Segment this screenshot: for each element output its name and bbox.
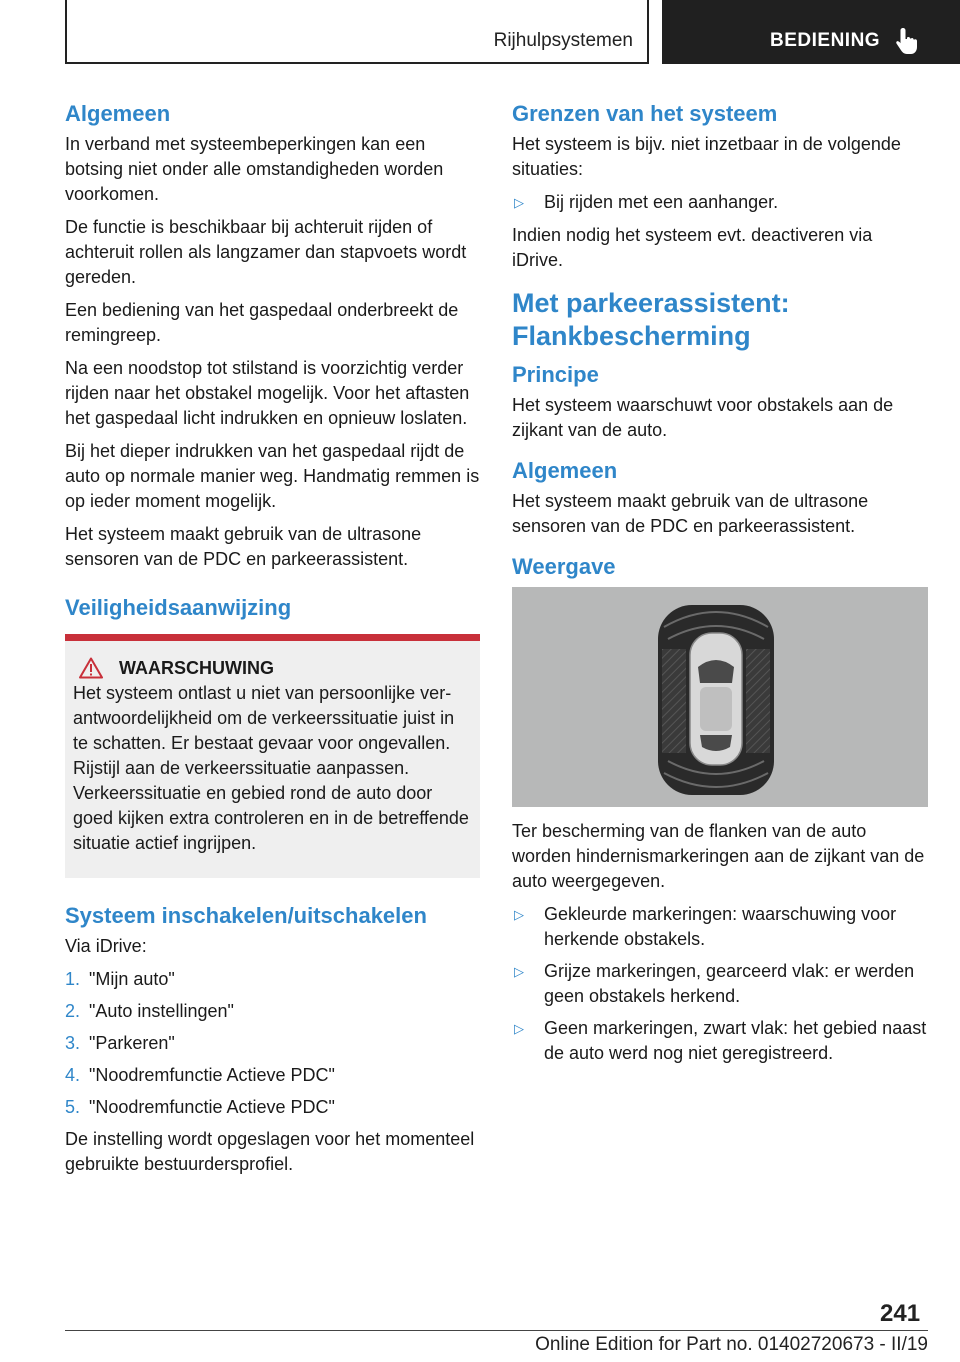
heading-veiligheidsaanwijzing: Veiligheidsaanwijzing	[65, 595, 292, 620]
list-item	[512, 959, 928, 1009]
warning-title-row	[73, 657, 472, 679]
list-item	[65, 999, 480, 1024]
paragraph: Het systeem is bijv. niet inzetbaar in de volgende situaties:	[512, 134, 901, 179]
step-number: 5.	[65, 1097, 81, 1117]
step-text: "Mijn auto"	[89, 969, 175, 989]
step-number: 3.	[65, 1033, 81, 1053]
list-item	[65, 1095, 480, 1120]
bullet-triangle-icon: ▷	[514, 195, 524, 210]
heading-algemeen: Algemeen	[65, 101, 171, 126]
page-number: 241	[880, 1300, 921, 1327]
list-item	[65, 1031, 480, 1056]
header-chapter-tab[interactable]	[662, 0, 960, 64]
list-item	[512, 190, 928, 215]
bullet-list	[512, 902, 928, 1066]
bullet-text: Bij rijden met een aanhanger.	[544, 192, 779, 212]
bullet-triangle-icon: ▷	[514, 964, 524, 979]
heading-flankbescherming: Met parkeerassistent: Flankbescherming	[512, 288, 790, 351]
list-item	[512, 902, 928, 952]
warning-box	[65, 641, 480, 878]
heading-systeem-inschakelen: Systeem inschakelen/uitschakelen	[65, 903, 427, 928]
step-text: "Parkeren"	[89, 1033, 175, 1053]
heading-grenzen: Grenzen van het systeem	[512, 101, 778, 126]
footer-divider	[65, 1330, 928, 1331]
header-section-box	[65, 0, 649, 64]
list-item	[65, 967, 480, 992]
paragraph: Een bediening van het gaspedaal onderbreekt de remingreep.	[65, 300, 459, 345]
paragraph: Na een noodstop tot stilstand is voorzichtig verder rijden naar het obstakel mogelijk. Voor het aftasten het gaspedaal licht indrukken en opnieuw loslaten.	[65, 358, 470, 428]
list-item	[65, 1063, 480, 1088]
paragraph: Indien nodig het systeem evt. deactiveren via iDrive.	[512, 225, 873, 270]
step-number: 1.	[65, 969, 81, 989]
paragraph: De instelling wordt opgeslagen voor het momenteel gebruikte bestuurdersprofiel.	[65, 1129, 475, 1174]
warning-triangle-icon	[79, 657, 103, 679]
warning-title: WAARSCHUWING	[119, 657, 274, 678]
right-column	[512, 100, 928, 1074]
warning-text: Het systeem ontlast u niet van persoonlijke verantwoordelijkheid om de verkeerssituatie juist in te schatten. Er bestaat gevaar voor ongevallen. Rijstijl aan de verkeerssituatie aanpassen. Verkeerssituatie en gebied rond de auto door goed kijken extra controleren en in de betreffende situatie actief ingrijpen.	[73, 683, 469, 853]
list-item	[512, 1016, 928, 1066]
bullet-text: Gekleurde markeringen: waarschuwing voor herkende obstakels.	[544, 904, 897, 949]
header-section-title: Rijhulpsystemen	[493, 30, 633, 51]
step-text: "Noodremfunctie Actieve PDC"	[89, 1065, 335, 1085]
paragraph: Bij het dieper indrukken van het gaspedaal rijdt de auto op normale manier weg. Handmatig remmen is op ieder moment mogelijk.	[65, 441, 480, 511]
bullet-triangle-icon: ▷	[514, 1021, 524, 1036]
paragraph: In verband met systeembeperkingen kan een botsing niet onder alle omstandigheden worden voorkomen.	[65, 134, 444, 204]
paragraph: Ter bescherming van de flanken van de auto worden hindernismarkeringen aan de zijkant van de auto weergegeven.	[512, 821, 925, 891]
flank-protection-display-image	[512, 587, 928, 807]
step-text: "Noodremfunctie Actieve PDC"	[89, 1097, 335, 1117]
left-column	[65, 100, 480, 1185]
bullet-triangle-icon: ▷	[514, 907, 524, 922]
pointing-hand-icon	[894, 26, 920, 56]
step-number: 4.	[65, 1065, 81, 1085]
header-chapter-label: BEDIENING	[770, 30, 881, 51]
bullet-text: Grijze markeringen, gearceerd vlak: er werden geen obstakels herkend.	[544, 961, 915, 1006]
paragraph: Het systeem waarschuwt voor obstakels aan de zijkant van de auto.	[512, 395, 894, 440]
heading-algemeen-right: Algemeen	[512, 458, 618, 483]
warning-divider	[65, 634, 480, 641]
footer-edition: Online Edition for Part no. 01402720673 - II/19	[535, 1334, 928, 1355]
step-text: "Auto instellingen"	[89, 1001, 234, 1021]
paragraph-via-idrive: Via iDrive:	[65, 936, 147, 956]
steps-list	[65, 967, 480, 1120]
paragraph: Het systeem maakt gebruik van de ultrasone sensoren van de PDC en parkeerassistent.	[65, 524, 422, 569]
heading-weergave: Weergave	[512, 554, 616, 579]
bullet-text: Geen markeringen, zwart vlak: het gebied naast de auto werd nog niet geregistreerd.	[544, 1018, 927, 1063]
bullet-list	[512, 190, 928, 215]
paragraph: De functie is beschikbaar bij achteruit rijden of achteruit rollen als langzamer dan stapvoets wordt gereden.	[65, 217, 467, 287]
heading-principe: Principe	[512, 362, 599, 387]
car-sensor-illustration	[512, 587, 928, 807]
step-number: 2.	[65, 1001, 81, 1021]
paragraph: Het systeem maakt gebruik van de ultrasone sensoren van de PDC en parkeerassistent.	[512, 491, 869, 536]
